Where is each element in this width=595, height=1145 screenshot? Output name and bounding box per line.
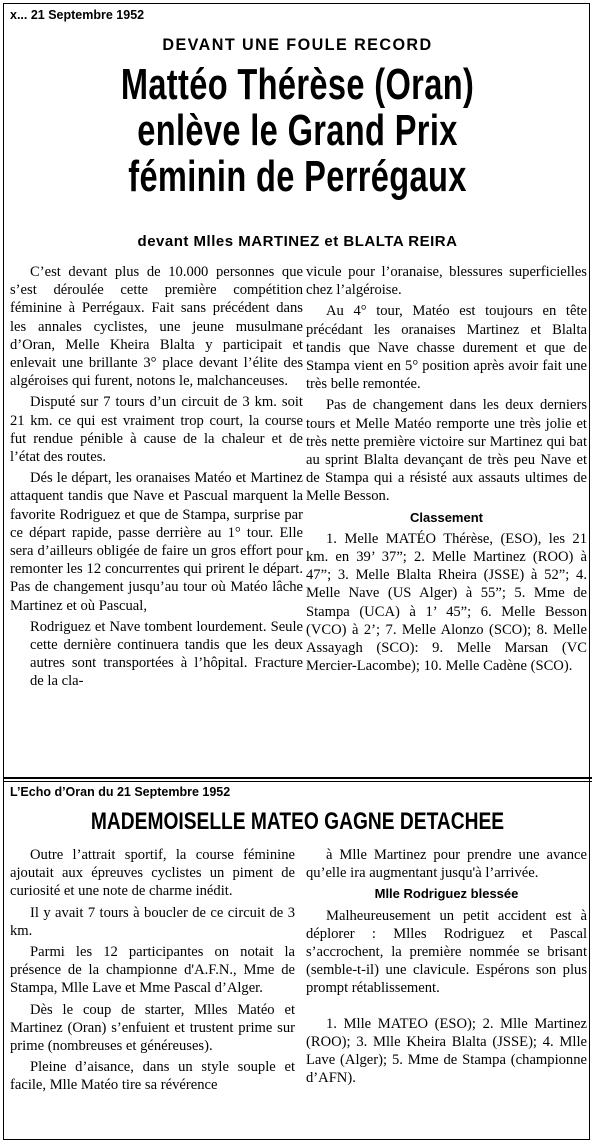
paragraph: Outre l’attrait sportif, la course féminine ajoutait aux épreuves cyclistes un piment de curiosité et une note de charme inédit. [10,847,295,900]
article1-source: x... 21 Septembre 1952 [10,8,145,22]
paragraph: Il y avait 7 tours à boucler de ce circuit de 3 km. [10,904,295,939]
classement-title: Classement [410,509,483,525]
article-separator [3,777,592,779]
headline-line: enlève le Grand Prix [137,106,458,155]
paragraph: à Mlle Martinez pour prendre une avance qu’elle ira augmentant jusqu'à l’arrivée. [306,847,587,882]
paragraph: Au 4° tour, Matéo est toujours en tête précédant les oranaises Martinez et Blalta tandis que Nave chasse durement et que de Stampa vient en 5° position après avoir fait une très belle remontée. [306,303,587,393]
article1-subhead: devant Mlles MARTINEZ et BLALTA REIRA [137,233,458,250]
paragraph: Dés le départ, les oranaises Matéo et Martinez attaquent tandis que Nave et Pascual marquent la favorite Rodriguez et que de Stampa, surprise par ce départ rapide, passe derrière au 1° tour. Elle sera d’ailleurs obligée de faire un gros effort pour remonter les 12 concurrentes qui prirent le départ. Pas de changement jusqu’au tour où Matéo lâche Martinez et où Pascual, [10,470,303,614]
paragraph: Pas de changement dans les deux derniers tours et Melle Matéo remporte une très jolie et très nette première victoire sur Martinez qui bat au sprint Blalta devançant de très peu Nave et de Stampa qui a résisté aux assauts ultimes de Melle Besson. [306,397,587,505]
paragraph: Parmi les 12 participantes on notait la présence de la championne d'A.F.N., Mme de Stampa, Mlle Lave et Mme Pascal d’Alger. [10,944,295,997]
paragraph: C’est devant plus de 10.000 personnes que s’est déroulée cette première compétition féminine à Perrégaux. Fait sans précédent dans les annales cyclistes, une jeune musulmane d’Oran, Melle Kheira Blalta y participait et enlevait une brillante 3° place devant l’élite des algéroises qui furent, notons le, malchanceuses. [10,264,303,390]
article2-subtitle: Mlle Rodriguez blessée [374,886,519,902]
article-separator [3,781,592,782]
spacer [306,1001,587,1015]
paragraph: vicule pour l’oranaise, blessures superficielles chez l’algéroise. [306,264,587,299]
headline-line: Mattéo Thérèse (Oran) [120,60,475,109]
article2-right-column [306,846,587,1090]
results-paragraph: 1. Mlle MATEO (ESO); 2. Mlle Martinez (ROO); 3. Mlle Kheira Blalta (JSSE); 4. Mlle Lave (Alger); 5. Mme de Stampa (championne d’AFN). [306,1015,587,1087]
article2-source: L’Echo d’Oran du 21 Septembre 1952 [10,785,231,799]
paragraph: Dès le coup de starter, Mlles Matéo et Martinez (Oran) s’enfuient et trustent prime sur prime (nombreuses et généreuses). [10,1001,295,1055]
paragraph: Pleine d’aisance, dans un style souple et facile, Mlle Matéo tire sa révérence [10,1059,295,1094]
headline-line: féminin de Perrégaux [128,152,467,201]
article1-kicker: DEVANT UNE FOULE RECORD [162,35,433,54]
article1-headline [77,62,517,200]
article2-headline: MADEMOISELLE MATEO GAGNE DETACHEE [90,808,505,835]
article1-right-column [306,263,587,678]
article2-left-column [10,846,295,1098]
paragraph: Disputé sur 7 tours d’un circuit de 3 km. soit 21 km. ce qui est vraiment trop court, la course fut rendue pénible à cause de la chaleur et de l’état des routes. [10,394,303,466]
classement-results: 1. Melle MATÉO Thérèse, (ESO), les 21 km. en 39’ 37”; 2. Melle Martinez (ROO) à 47”; 3. Melle Blalta Rheira (JSSE) à 52”; 4. Melle Nave (US Alger) à 55”; 5. Mme de Stampa (UCA) à 1’ 45”; 6. Melle Besson (VCO) à 2’; 7. Melle Alonzo (SCO); 8. Melle Assayagh (SCO): 9. Melle Marsan (VC Mercier-Lacombe); 10. Melle Cadène (SCO). [306,530,587,675]
paragraph: Malheureusement un petit accident est à déplorer : Mlles Rodriguez et Pascal s’accrochent, la première nommée se brisant (semble-t-il) une clavicule. Espérons son plus prompt rétablissement. [306,907,587,997]
article1-left-column [10,263,303,694]
paragraph: Rodriguez et Nave tombent lourdement. Seule cette dernière continuera tandis que les deux autres sont transportées à l’hôpital. Fracture de la cla- [30,618,303,690]
